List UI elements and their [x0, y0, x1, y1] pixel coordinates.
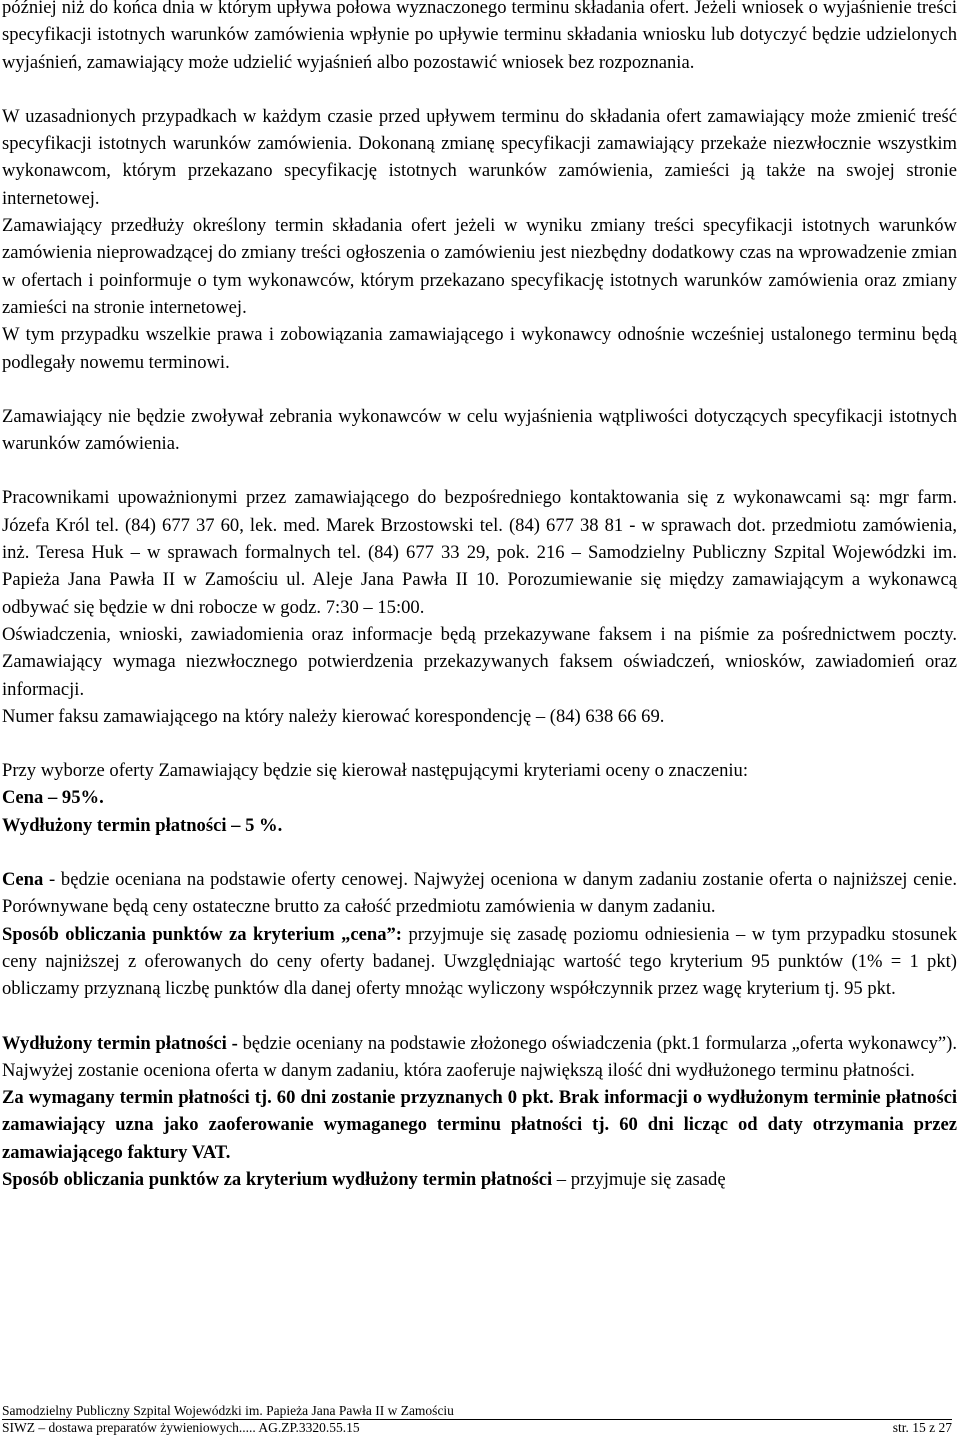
criterion-payment-term [2, 812, 957, 839]
criterion-price-label: Cena – 95%. [2, 787, 104, 809]
price-points-heading: Sposób obliczania punktów za kryterium „cena”: [2, 923, 402, 945]
page-footer [2, 1403, 952, 1436]
paragraph-clarification-deadline: później niż do końca dnia w którym upływa połowa wyznaczonego terminu składania ofert. Jeżeli wniosek o wyjaśnienie treści specyfikacji istotnych warunków zamówienia wpłynie po upływie terminu składania wniosku lub dotyczyć będzie udzielonych wyjaśnień, zamawiający może udzielić wyjaśnień albo pozostawić wniosek bez rozpoznania. [2, 0, 957, 73]
payment-term-heading: Wydłużony termin płatności - [2, 1032, 238, 1054]
paragraph-deadline-extension: Zamawiający przedłuży określony termin składania ofert jeżeli w wyniku zmiany treści specyfikacji istotnych warunków zamówienia nieprowadzącej do zmiany treści ogłoszenia o zamówieniu jest niezbędny dodatkowy czas na wprowadzenie zmian w ofertach i poinformuje o tym wykonawców, którym przekazano specyfikację istotnych warunków zamówienia oraz zmiany zamieści na stronie internetowej. [2, 215, 957, 318]
paragraph-contact-persons: Pracownikami upoważnionymi przez zamawiającego do bezpośredniego kontaktowania się z wykonawcami są: mgr farm. Józefa Król tel. (84) 677 37 60, lek. med. Marek Brzostowski tel. (84) 677 38 81 - w sprawach dot. przedmiotu zamówienia, inż. Teresa Huk – w sprawach formalnych tel. (84) 677 33 29, pok. 216 – Samodzielny Publiczny Szpital Wojewódzki im. Papieża Jana Pawła II w Zamościu ul. Aleje Jana Pawła II 10. Porozumiewanie się między zamawiającym a wykonawcą odbywać się będzie w dni robocze w godz. 7:30 – 15:00. [2, 487, 957, 618]
paragraph-communication: Oświadczenia, wnioski, zawiadomienia oraz informacje będą przekazywane faksem i na piśmie za pośrednictwem poczty. Zamawiający wymaga niezwłocznego potwierdzenia przekazywanych faksem oświadczeń, wniosków, zawiadomień oraz informacji. [2, 623, 957, 700]
document-body [2, 0, 957, 1193]
footer-document-reference: SIWZ – dostawa preparatów żywieniowych..... AG.ZP.3320.55.15 [2, 1420, 360, 1435]
price-evaluation-text: - będzie oceniana na podstawie oferty cenowej. Najwyżej oceniona w danym zadaniu zostanie oferta o najniższej cenie. Porównywane będą ceny ostateczne brutto za całość przedmiotu zamówienia w danym zadaniu. [2, 869, 957, 918]
paragraph-required-payment-term [2, 1084, 957, 1166]
footer-hospital-name: Samodzielny Publiczny Szpital Wojewódzki im. Papieża Jana Pawła II w Zamościu [2, 1403, 454, 1418]
price-heading: Cena [2, 869, 44, 891]
paragraph-no-meeting: Zamawiający nie będzie zwoływał zebrania wykonawców w celu wyjaśnienia wątpliwości dotyczących specyfikacji istotnych warunków zamówienia. [2, 405, 957, 455]
payment-term-points-heading: Sposób obliczania punktów za kryterium wydłużony termin płatności [2, 1168, 553, 1190]
required-payment-term-text: Za wymagany termin płatności tj. 60 dni zostanie przyznanych 0 pkt. Brak informacji o wydłużonym terminie płatności zamawiający uzna jako zaoferowanie wymaganego terminu płatności tj. 60 dni licząc od daty otrzymania przez zamawiającego faktury VAT. [2, 1087, 957, 1163]
paragraph-rights-obligations: W tym przypadku wszelkie prawa i zobowiązania zamawiającego i wykonawcy odnośnie wcześniej ustalonego terminu będą podlegały nowemu terminowi. [2, 324, 957, 373]
payment-term-text: będzie oceniany na podstawie złożonego oświadczenia (pkt.1 formularza „oferta wykonawcy”). Najwyżej zostanie oceniona oferta w danym zadaniu, która zaoferuje największą ilość dni wydłużonego terminu płatności. [2, 1032, 957, 1081]
footer-page-number: str. 15 z 27 [892, 1420, 952, 1435]
paragraph-specification-change: W uzasadnionych przypadkach w każdym czasie przed upływem terminu do składania ofert zamawiający może zmienić treść specyfikacji istotnych warunków zamówienia. Dokonaną zmianę specyfikacji zamawiający przekaże niezwłocznie wszystkim wykonawcom, którym przekazano specyfikację istotnych warunków zamówienia, zamieści ją także na swojej stronie internetowej. [2, 105, 957, 209]
paragraph-price-evaluation [2, 866, 957, 921]
price-points-text: przyjmuje się zasadę poziomu odniesienia – w tym przypadku stosunek ceny najniższej z oferowanych do ceny oferty badanej. Uwzględniając wartość tego kryterium 95 punktów (1% = 1 pkt) obliczamy przyznaną liczbę punktów dla danej oferty mnożąc wyliczony współczynnik przez wagę kryterium tj. 95 pkt. [2, 923, 957, 1000]
criterion-price [2, 784, 957, 811]
paragraph-fax-number: Numer faksu zamawiającego na który należy kierować korespondencję – (84) 638 66 69. [2, 705, 665, 727]
footer-row [2, 1420, 952, 1436]
paragraph-price-points [2, 921, 957, 1003]
paragraph-payment-term-points [2, 1166, 957, 1193]
criterion-payment-term-label: Wydłużony termin płatności – 5 %. [2, 814, 283, 836]
paragraph-payment-term-evaluation [2, 1030, 957, 1085]
paragraph-criteria-intro: Przy wyborze oferty Zamawiający będzie się kierował następującymi kryteriami oceny o znaczeniu: [2, 760, 749, 782]
payment-term-points-text: – przyjmuje się zasadę [552, 1168, 726, 1190]
